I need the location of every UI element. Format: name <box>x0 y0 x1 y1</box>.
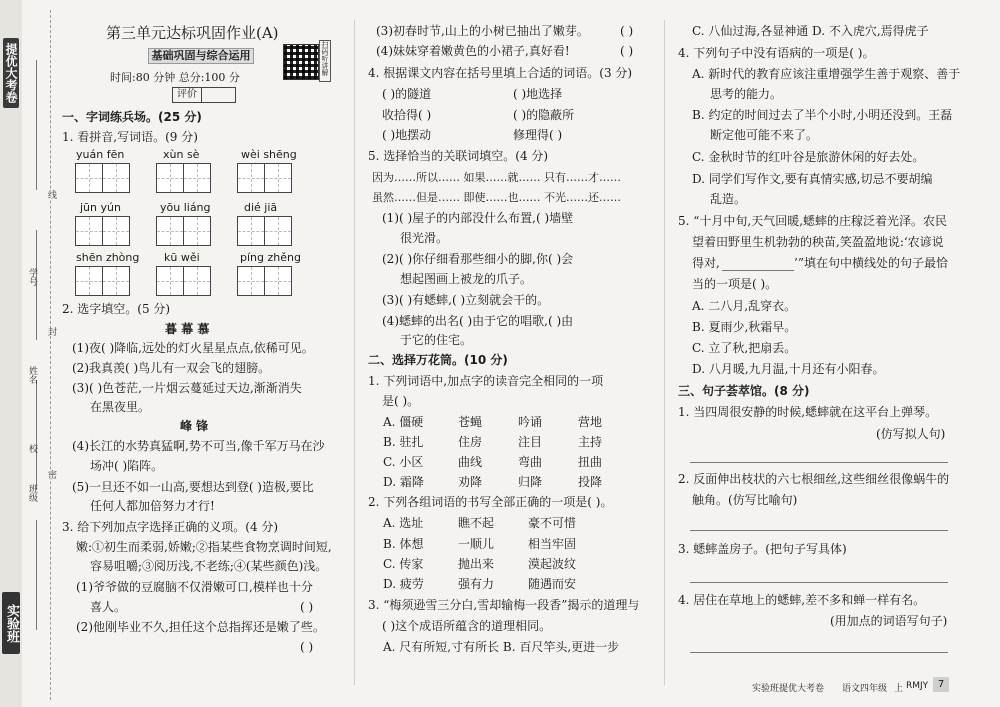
q4-blank[interactable]: 修理得( ) <box>513 128 563 142</box>
brand-logo-bottom: 实验班 <box>2 592 20 654</box>
q5-item-2-cont: 想起图画上被龙的爪子。 <box>400 272 533 286</box>
mc4-option-a-cont: 思考的能力。 <box>710 87 783 101</box>
mc4-option-a[interactable]: A. 新时代的教育应该注重增强学生善于观察、善于 <box>692 67 961 81</box>
footer-term: 上 <box>894 684 904 694</box>
section-2-heading: 二、选择万花筒。(10 分) <box>368 353 508 367</box>
score-box <box>172 87 236 103</box>
mc2-option-c-2: 抛出来 <box>458 557 495 571</box>
footer-code: RMJY <box>906 681 929 691</box>
writing-grid[interactable] <box>75 266 130 296</box>
mc2-option-b-2: 一顺儿 <box>458 537 495 551</box>
mc2-option-b-3: 相当牢固 <box>528 537 577 551</box>
question-1-2: 2. 选字填空。(5 分) <box>62 302 171 316</box>
brand-logo-top: 提优大考卷 <box>3 38 19 108</box>
answer-paren[interactable]: ( ) <box>300 600 314 614</box>
qr-code-icon <box>283 44 319 80</box>
mc4-option-d[interactable]: D. 同学们写作文,要有真情实感,切忌不要胡编 <box>692 172 933 186</box>
q2-item-3: (3)( )色苍茫,一片烟云蔓延过天边,渐渐消失 <box>72 381 302 395</box>
fill-line-name <box>36 380 37 490</box>
answer-line[interactable] <box>690 582 948 583</box>
q5-item-4: (4)蟋蟀的出名( )由于它的唱歌,( )由 <box>382 314 574 328</box>
sentence-question-2: 2. 反面伸出枝状的六七根细丝,这些细丝很像蜗牛的 <box>678 472 950 486</box>
label-school: 校 <box>27 444 37 453</box>
mc1-option-b-4: 主持 <box>578 435 603 449</box>
mc-question-1-cont: 是( )。 <box>382 394 420 408</box>
writing-grid[interactable] <box>237 266 292 296</box>
mc-question-1: 1. 下列词语中,加点字的读音完全相同的一项 <box>368 374 604 388</box>
mc-question-2: 2. 下列各组词语的书写全部正确的一项是( )。 <box>368 495 613 509</box>
pinyin-7: shēn zhòng <box>76 251 140 264</box>
mc2-option-a-3: 豪不可惜 <box>528 516 577 530</box>
mc2-option-d-1[interactable]: D. 疲劳 <box>383 577 424 591</box>
writing-grid[interactable] <box>75 163 130 193</box>
fill-line-class <box>36 520 37 630</box>
mc5-option-a[interactable]: A. 二八月,乱穿衣。 <box>692 299 797 313</box>
mc-question-4: 4. 下列句子中没有语病的一项是( )。 <box>678 46 875 60</box>
label-name: 姓名 <box>27 366 37 384</box>
qr-label: 扫码听讲解 <box>319 40 331 82</box>
answer-line[interactable] <box>690 530 948 531</box>
mc5-option-c[interactable]: C. 立了秋,把扇丢。 <box>692 341 797 355</box>
page-number: 7 <box>933 677 949 692</box>
q4-blank[interactable]: ( )的隐蔽所 <box>513 108 575 122</box>
mc1-option-a-4: 营地 <box>578 415 603 429</box>
q2-item-2: (2)我真羡( )鸟儿有一双会飞的翅膀。 <box>72 361 271 375</box>
sentence-question-4: 4. 居住在草地上的蟋蟀,差不多和蝉一样有名。 <box>678 593 926 607</box>
answer-paren[interactable]: ( ) <box>620 24 634 38</box>
char-options-1: 暮 幕 慕 <box>165 322 210 336</box>
mc1-option-b-2: 住房 <box>458 435 483 449</box>
fill-blank-line[interactable] <box>722 270 794 271</box>
section-3-heading: 三、句子荟萃馆。(8 分) <box>678 384 810 398</box>
sentence-question-2-cont: 触角。(仿写比喻句) <box>692 493 798 507</box>
column-divider <box>664 20 665 685</box>
mc-question-5: 5. “十月中旬,天气回暖,蟋蟀的庄稼泛着光泽。农民 <box>678 214 948 228</box>
mc2-option-b-1[interactable]: B. 体想 <box>383 537 424 551</box>
sentence-question-1-note: (仿写拟人句) <box>876 427 946 441</box>
writing-grid[interactable] <box>156 216 211 246</box>
cut-line <box>50 10 51 700</box>
column-divider <box>354 20 355 685</box>
mc2-option-d-2: 强有力 <box>458 577 495 591</box>
mc1-option-a-2: 苍蝇 <box>458 415 483 429</box>
question-1-3: 3. 给下列加点字选择正确的义项。(4 分) <box>62 520 279 534</box>
writing-grid[interactable] <box>75 216 130 246</box>
mc4-option-c[interactable]: C. 金秋时节的红叶谷是旅游休闲的好去处。 <box>692 150 925 164</box>
footer-subject: 语文四年级 <box>842 684 888 694</box>
pinyin-4: jūn yún <box>80 201 121 214</box>
pinyin-8: kū wěi <box>164 251 200 264</box>
answer-line[interactable] <box>690 652 948 653</box>
label-seal: 封 <box>46 327 56 336</box>
mc2-option-a-1[interactable]: A. 选址 <box>383 516 424 530</box>
q2-item-1: (1)夜( )降临,远处的灯火星星点点,依稀可见。 <box>72 341 314 355</box>
mc2-option-c-3: 漠起波纹 <box>528 557 577 571</box>
writing-grid[interactable] <box>156 163 211 193</box>
answer-paren[interactable]: ( ) <box>620 44 634 58</box>
mc3-options-cd[interactable]: C. 八仙过海,各显神通 D. 不入虎穴,焉得虎子 <box>692 24 929 38</box>
sentence-question-1: 1. 当四周很安静的时候,蟋蟀就在这平台上弹琴。 <box>678 405 938 419</box>
mc2-option-a-2: 瞧不起 <box>458 516 495 530</box>
q5-item-4-cont: 于它的住宅。 <box>400 333 473 347</box>
q3-definitions: 嫩:①初生而柔弱,娇嫩;②指某些食物烹调时间短, <box>76 540 332 554</box>
mc1-option-d-3: 归降 <box>518 475 543 489</box>
label-secret: 密 <box>46 470 56 479</box>
writing-grid[interactable] <box>237 163 292 193</box>
score-label: 评价 <box>173 88 202 102</box>
mc4-option-b[interactable]: B. 约定的时间过去了半个小时,小明还没到。王磊 <box>692 108 953 122</box>
pinyin-2: xùn sè <box>163 148 200 161</box>
mc1-option-d-1[interactable]: D. 霜降 <box>383 475 424 489</box>
question-1-4: 4. 根据课文内容在括号里填上合适的词语。(3 分) <box>368 66 633 80</box>
q2-item-5-cont: 任何人都加倍努力才行! <box>90 499 215 513</box>
label-student-id: 学号 <box>27 268 37 286</box>
mc5-option-d[interactable]: D. 八月暖,九月温,十月还有小阳春。 <box>692 362 885 376</box>
writing-grid[interactable] <box>156 266 211 296</box>
label-class: 班级 <box>27 484 37 502</box>
q4-blank[interactable]: ( )地摆动 <box>382 128 432 142</box>
mc1-option-c-2: 曲线 <box>458 455 483 469</box>
q2-item-5: (5)一旦还不如一山高,要想达到登( )造极,要比 <box>72 480 314 494</box>
answer-paren[interactable]: ( ) <box>300 640 314 654</box>
q5-item-1: (1)( )屋子的内部没什么布置,( )墙壁 <box>382 211 574 225</box>
mc1-option-c-4: 扭曲 <box>578 455 603 469</box>
mc1-option-c-1[interactable]: C. 小区 <box>383 455 424 469</box>
q4-blank[interactable]: ( )的隧道 <box>382 87 432 101</box>
time-score-info: 时间:80 分钟 总分:100 分 <box>110 71 240 84</box>
question-1-1: 1. 看拼音,写词语。(9 分) <box>62 130 198 144</box>
mc4-option-d-cont: 乱造。 <box>710 192 747 206</box>
mc-question-3: 3. “梅须逊雪三分白,雪却输梅一段香”揭示的道理与 <box>368 598 640 612</box>
pinyin-9: píng zhěng <box>240 251 301 264</box>
sentence-question-4-note: (用加点的词语写句子) <box>830 614 948 628</box>
mc-question-5-cont: 望着田野里生机勃勃的秧苗,笑盈盈地说:‘农谚说 <box>692 235 944 249</box>
section-1-heading: 一、字词练兵场。(25 分) <box>62 110 202 124</box>
mc1-option-a-3: 吟诵 <box>518 415 543 429</box>
mc2-option-c-1[interactable]: C. 传家 <box>383 557 424 571</box>
mc-question-5-cont4: 当的一项是( )。 <box>692 277 778 291</box>
mc1-option-b-1[interactable]: B. 驻扎 <box>383 435 424 449</box>
page-title: 第三单元达标巩固作业(A) <box>106 24 279 42</box>
q4-blank[interactable]: ( )地选择 <box>513 87 563 101</box>
mc4-option-b-cont: 断定他可能不来了。 <box>710 128 819 142</box>
mc-question-3-cont: ( )这个成语所蕴含的道理相同。 <box>382 619 552 633</box>
pinyin-1: yuán fēn <box>76 148 125 161</box>
pinyin-6: dié jiā <box>244 201 278 214</box>
label-seal-line: 线 <box>46 190 56 199</box>
sentence-question-3: 3. 蟋蟀盖房子。(把句子写具体) <box>678 542 847 556</box>
pinyin-3: wèi shēng <box>241 148 297 161</box>
writing-grid[interactable] <box>237 216 292 246</box>
q2-item-4-cont: 场冲( )陷阵。 <box>90 459 164 473</box>
q3-item-4: (4)妹妹穿着嫩黄色的小裙子,真好看! <box>376 44 570 58</box>
q3-item-3: (3)初春时节,山上的小树已抽出了嫩芽。 <box>376 24 589 38</box>
mc-question-5-cont3: ’”填在句中横线处的句子最恰 <box>794 256 948 270</box>
q5-item-3: (3)( )有蟋蟀,( )立刻就会干的。 <box>382 293 550 307</box>
mc1-option-b-3: 注目 <box>518 435 543 449</box>
mc1-option-d-4: 投降 <box>578 475 603 489</box>
mc5-option-b[interactable]: B. 夏雨少,秋霜早。 <box>692 320 797 334</box>
mc3-options-ab[interactable]: A. 尺有所短,寸有所长 B. 百尺竿头,更进一步 <box>383 640 620 654</box>
conjunction-options-2: 虽然……但是…… 即使……也…… 不光……还…… <box>372 191 621 204</box>
fill-line-school <box>36 60 37 190</box>
mc-question-5-cont2: 得对, <box>692 256 720 270</box>
question-1-5: 5. 选择恰当的关联词填空。(4 分) <box>368 149 549 163</box>
mc1-option-c-3: 弯曲 <box>518 455 543 469</box>
q3-item-1-cont: 喜人。 <box>90 600 127 614</box>
char-options-2: 峰 锋 <box>180 419 209 433</box>
q2-item-4: (4)长江的水势真猛啊,势不可当,像千军万马在沙 <box>72 439 325 453</box>
answer-line[interactable] <box>690 462 948 463</box>
q3-definitions-cont: 容易咀嚼;③阅历浅,不老练;④(某些颜色)浅。 <box>90 559 328 573</box>
subtitle-banner: 基础巩固与综合运用 <box>148 48 254 64</box>
mc1-option-a-1[interactable]: A. 僵硬 <box>383 415 424 429</box>
q4-blank[interactable]: 收拾得( ) <box>382 108 432 122</box>
q2-item-3-cont: 在黑夜里。 <box>90 400 151 414</box>
footer-brand: 实验班提优大考卷 <box>752 684 825 694</box>
pinyin-5: yōu liáng <box>160 201 211 214</box>
q3-item-1: (1)爷爷做的豆腐脑不仅滑嫩可口,模样也十分 <box>76 580 313 594</box>
conjunction-options-1: 因为……所以…… 如果……就…… 只有……才…… <box>372 171 621 184</box>
q5-item-1-cont: 很光滑。 <box>400 231 449 245</box>
mc2-option-d-3: 随遇而安 <box>528 577 577 591</box>
q5-item-2: (2)( )你仔细看那些细小的脚,你( )会 <box>382 252 574 266</box>
mc1-option-d-2: 劝降 <box>458 475 483 489</box>
q3-item-2: (2)他刚毕业不久,担任这个总指挥还是嫩了些。 <box>76 620 325 634</box>
